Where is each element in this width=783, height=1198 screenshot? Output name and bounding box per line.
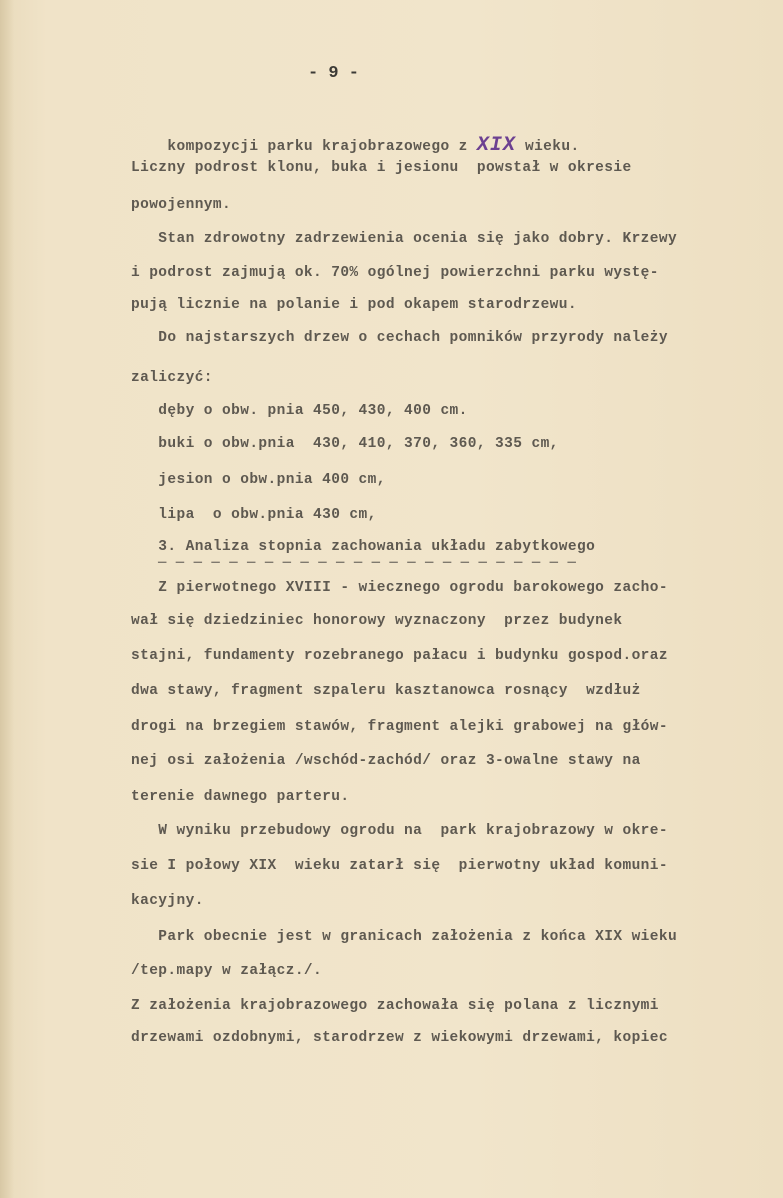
text-line-9: dęby o obw. pnia 450, 430, 400 cm. xyxy=(131,403,468,419)
text-line-10: buki o obw.pnia 430, 410, 370, 360, 335 cm, xyxy=(131,436,559,452)
line-1-pre: kompozycji parku krajobrazowego z xyxy=(167,139,477,155)
section-heading: 3. Analiza stopnia zachowania układu zabytkowego xyxy=(131,539,596,555)
text-line-14: Z pierwotnego XVIII - wiecznego ogrodu barokowego zacho- xyxy=(131,580,668,596)
text-line-2: Liczny podrost klonu, buka i jesionu powstał w okresie xyxy=(131,160,632,176)
text-line-3: powojennym. xyxy=(131,197,232,213)
text-line-24: Park obecnie jest w granicach założenia z końca XIX wieku xyxy=(131,929,678,945)
handwritten-annotation: XIX xyxy=(476,134,516,157)
text-line-7: Do najstarszych drzew o cechach pomników przyrody należy xyxy=(131,330,668,346)
text-line-11: jesion o obw.pnia 400 cm, xyxy=(131,472,386,488)
page-number: - 9 - xyxy=(308,64,360,83)
page-edge-shadow xyxy=(0,0,14,1198)
text-line-15: wał się dziedziniec honorowy wyznaczony przez budynek xyxy=(131,613,623,629)
text-line-21: W wyniku przebudowy ogrodu na park krajobrazowy w okre- xyxy=(131,823,668,839)
text-line-20: terenie dawnego parteru. xyxy=(131,789,350,805)
text-line-8: zaliczyć: xyxy=(131,370,213,386)
text-line-25: /tep.mapy w załącz./. xyxy=(131,963,323,979)
heading-dashed-underline: — — — — — — — — — — — — — — — — — — — — — — — — xyxy=(158,555,577,571)
text-line-12: lipa o obw.pnia 430 cm, xyxy=(131,507,377,523)
text-line-5: i podrost zajmują ok. 70% ogólnej powierzchni parku wystę- xyxy=(131,265,659,281)
text-line-18: drogi na brzegiem stawów, fragment alejki grabowej na głów- xyxy=(131,719,668,735)
text-line-22: sie I połowy XIX wieku zatarł się pierwotny układ komuni- xyxy=(131,858,668,874)
text-line-19: nej osi założenia /wschód-zachód/ oraz 3-owalne stawy na xyxy=(131,753,641,769)
line-1-post: wieku. xyxy=(515,139,580,155)
text-line-17: dwa stawy, fragment szpaleru kasztanowca rosnący wzdłuż xyxy=(131,683,641,699)
text-line-16: stajni, fundamenty rozebranego pałacu i budynku gospod.oraz xyxy=(131,648,668,664)
text-line-6: pują licznie na polanie i pod okapem starodrzewu. xyxy=(131,297,577,313)
text-line-4: Stan zdrowotny zadrzewienia ocenia się jako dobry. Krzewy xyxy=(131,231,678,247)
text-line-27: drzewami ozdobnymi, starodrzew z wiekowymi drzewami, kopiec xyxy=(131,1030,668,1046)
text-line-26: Z założenia krajobrazowego zachowała się polana z licznymi xyxy=(131,998,659,1014)
text-line-23: kacyjny. xyxy=(131,893,204,909)
